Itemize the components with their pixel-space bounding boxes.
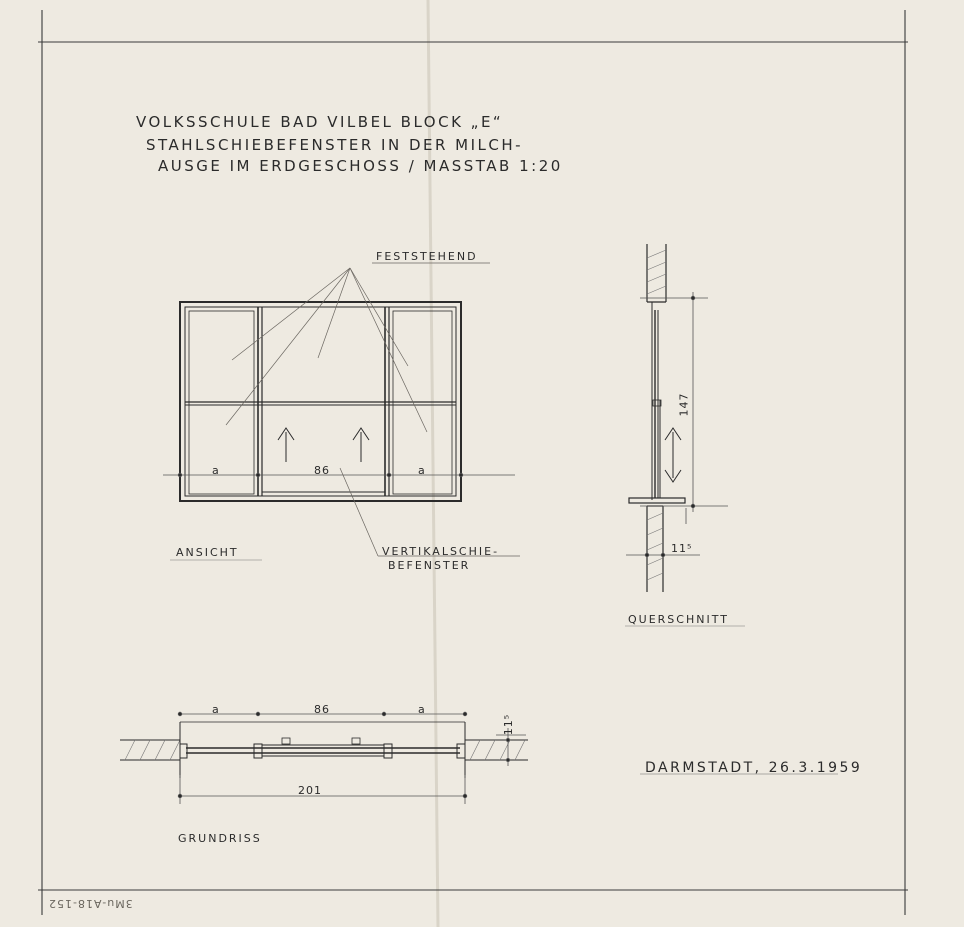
elevation-dim-a-right: a xyxy=(418,464,426,477)
title-line-1: VOLKSSCHULE BAD VILBEL BLOCK „E“ xyxy=(136,113,504,131)
plan-view-label: GRUNDRISS xyxy=(178,832,262,845)
section-view-label: QUERSCHNITT xyxy=(628,613,729,626)
elevation-dim-middle: 86 xyxy=(314,464,330,477)
archive-number: 3Mu-A18-152 xyxy=(48,897,133,910)
sliding-leader-line xyxy=(340,468,520,556)
plan-dim-a-left: a xyxy=(212,703,220,716)
title-line-3: AUSGE IM ERDGESCHOSS / MASSTAB 1:20 xyxy=(158,157,563,175)
plan-dim-wall: 11⁵ xyxy=(502,713,516,736)
sliding-label-2: BEFENSTER xyxy=(388,559,471,572)
plan-dimension-lines xyxy=(178,712,526,804)
elevation-sliding-arrows xyxy=(278,428,369,462)
elevation-view-label: ANSICHT xyxy=(176,546,239,559)
section-wall xyxy=(647,244,666,592)
section-dimension-line xyxy=(626,292,728,557)
plan-dim-a-right: a xyxy=(418,703,426,716)
plan-walls xyxy=(120,740,528,760)
fixed-leader-lines xyxy=(226,263,490,432)
section-dim-bottom: 11⁵ xyxy=(671,542,693,555)
plan-window xyxy=(180,722,465,778)
sliding-label-1: VERTIKALSCHIE- xyxy=(382,545,500,558)
plan-dim-middle: 86 xyxy=(314,703,330,716)
place-date: DARMSTADT, 26.3.1959 xyxy=(645,760,863,776)
section-arrow xyxy=(665,428,681,482)
fixed-label: FESTSTEHEND xyxy=(376,250,478,263)
plan-dim-total: 201 xyxy=(298,784,322,797)
title-line-2: STAHLSCHIEBEFENSTER IN DER MILCH- xyxy=(146,136,524,154)
section-dim-height: 147 xyxy=(677,392,691,417)
elevation-dim-a-left: a xyxy=(212,464,220,477)
